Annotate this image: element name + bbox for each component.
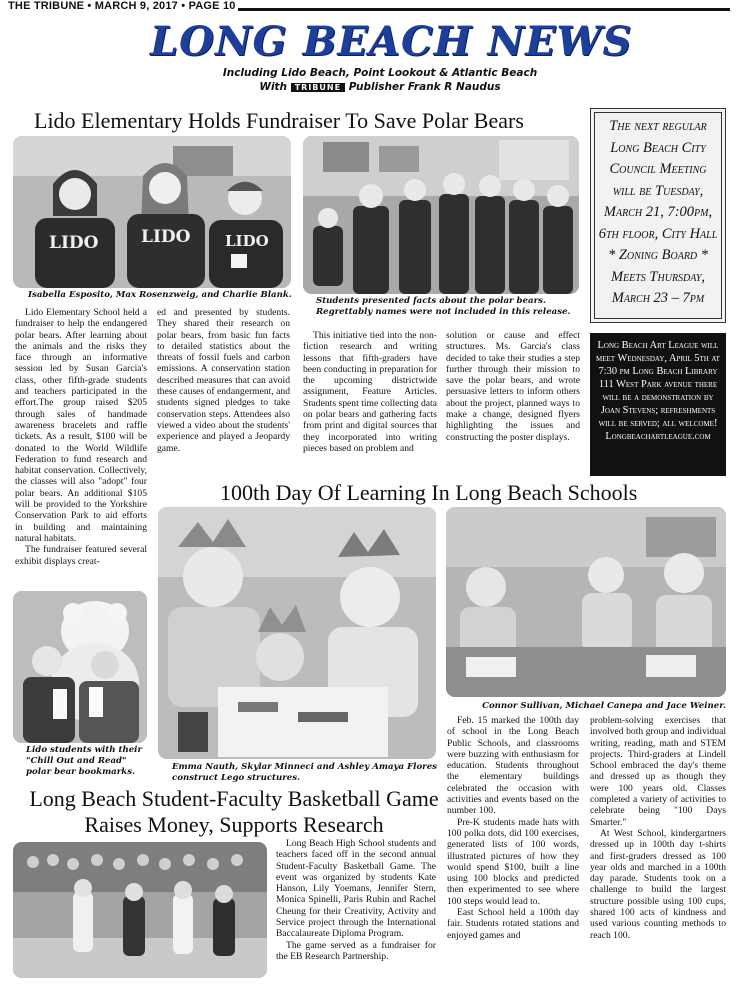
photo-three-students — [13, 136, 291, 288]
article1-column-4 — [446, 330, 580, 443]
photo-lego-structures — [158, 507, 436, 759]
article1-paragraph-1: Lido Elementary School held a fundraiser to help the endangered polar bears. After learning about the animals and the risks they face through an informative session led by Susan Garcia's class, other fifth-grade students and teachers participated in the effort.The group raised $205 through sales of handmade awareness bracelets and raffle tickets. As a result, $100 will be donated to the World Wildlife Federation to fund research and habitat conservation. Collectively, the classes will also "adopt" four polar bears. An additional $105 will be provided to the Yorkshire Conservation Park to aid efforts in building and maintaining natural habitats. — [15, 307, 147, 544]
council-line: 6th floor, City Hall — [598, 225, 718, 242]
council-line: March 21, 7:00pm, — [603, 204, 713, 220]
publisher-prefix: With — [259, 81, 288, 93]
article3-paragraph-2: The game served as a fundraiser for the EB Research Partnership. — [276, 939, 436, 962]
article2-column-2 — [590, 715, 726, 941]
art-league-notice: Long Beach Art League will meet Wednesday, April 5th at 7:30 pm Long Beach Library 111 West Park avenue there will be a demonstration by Joan Stevens; refreshments will be served; all welcome! Longbeachartleague.com — [590, 333, 726, 476]
top-rule — [238, 8, 730, 11]
publisher-name: Publisher Frank R Naudus — [348, 81, 501, 93]
photo-bookmarks — [13, 591, 147, 743]
photo-caption-lego: Emma Nauth, Skylar Minneci and Ashley Amaya Flores construct Lego structures. — [172, 762, 438, 783]
council-line: will be Tuesday, — [612, 182, 704, 199]
article3-body — [276, 838, 436, 962]
publisher-line — [210, 81, 550, 93]
folio-line: THE TRIBUNE • MARCH 9, 2017 • PAGE 10 — [8, 0, 236, 12]
article3-headline-line2: Raises Money, Supports Research — [84, 812, 384, 837]
council-line: Meets Thursday, — [610, 268, 706, 285]
masthead-title: LONG BEACH NEWS — [150, 18, 633, 65]
article1-headline: Lido Elementary Holds Fundraiser To Save Polar Bears — [34, 108, 524, 133]
article1-paragraph-5: solution or cause and effect structures. Ms. Garcia's class decided to take their studies a step further through their mission to save the polar bears, and wrote persuasive letters to inform others about the project, planned ways to make a change, designed flyers highlighting the issues and constructing the poster displays. — [446, 330, 580, 443]
article2-paragraph-2: Pre-K students made hats with 100 polka dots, did 100 exercises, generated lists of 100 words, illustrated pictures of how they would spend $100, built a line using 100 blocks and predicted then experimented to see where 100 steps would lead to. — [447, 816, 579, 907]
photo-classroom-boys — [446, 507, 726, 697]
article2-paragraph-5: At West School, kindergartners dressed up in 100th day t-shirts and first-graders dressed as 100 year olds and marched in a 100th day parade. Students took on a challenge to build the largest structure possible using 100 cups, shared 100 acts of kindness and used various counting methods to reach 100. — [590, 827, 726, 941]
article3-headline-line1: Long Beach Student-Faculty Basketball Game — [29, 786, 439, 811]
council-meeting-notice — [590, 108, 726, 323]
article1-paragraph-2: The fundraiser featured several exhibit displays creat- — [15, 544, 147, 567]
council-meeting-text — [594, 112, 722, 319]
article2-column-1 — [447, 715, 579, 941]
article2-paragraph-4: problem-solving exercises that involved both group and individual writing, reading, math and STEM projects. Third-graders at Lindell School embraced the day's theme and dressed up as though they were 100 years old. Classes completed a variety of activities to celebrate being "100 Days Smarter." — [590, 715, 726, 828]
article1-column-2 — [157, 307, 290, 454]
shirt-text-2: LIDO — [141, 227, 191, 247]
article1-paragraph-3: ed and presented by students. They shared their research on polar bears, from basic fun facts to detailed statistics about the threats of fossil fuels and carbon emissions. A conservation station described measures that can avoid these causes of endangerment, and students signed pledges to take conservation steps. Attendees also viewed a video about the students' experience and played a Jeopardy game. — [157, 307, 290, 454]
council-line: The next regular — [609, 118, 707, 134]
article2-paragraph-1: Feb. 15 marked the 100th day of school in the Long Beach Public Schools, and classrooms were buzzing with enthusiasm for education. Students throughout the elementary buildings celebrated the occasion with activities and events based on the number 100. — [447, 715, 579, 817]
article1-column-3 — [303, 330, 437, 454]
shirt-text-1: LIDO — [49, 233, 99, 253]
article3-paragraph-1: Long Beach High School students and teachers faced off in the second annual Student-Faculty Basketball Game. The event was organized by students Kate Hanson, Lily Yoemans, Jennifer Stern, Monica Spinelli, Paris Rubin and Rachel Cheung for their Creativity, Activity and Service project through the International Baccalaureate Diploma Program. — [276, 838, 436, 940]
photo-caption-bookmarks: Lido students with their "Chill Out and Read" polar bear bookmarks. — [26, 745, 142, 777]
council-line: Council Meeting — [609, 161, 707, 177]
shirt-text-3: LIDO — [225, 232, 269, 250]
photo-caption-three-students: Isabella Esposito, Max Rosenzweig, and Charlie Blank. — [28, 290, 292, 300]
council-line: * Zoning Board * — [607, 247, 709, 263]
article1-paragraph-4: This initiative tied into the non-fiction research and writing lessons that fifth-graders have been conducting in preparation for the upcoming districtwide assignment, Feature Articles. Students spent time collecting data on polar bears and gathering facts from print and digital sources that they incorporated into writing pieces based on problem and — [303, 330, 437, 454]
masthead-subtitle: Including Lido Beach, Point Lookout & Atlantic Beach — [222, 67, 538, 79]
photo-class-presentation — [303, 136, 579, 294]
photo-caption-classroom: Connor Sullivan, Michael Canepa and Jace Weiner. — [482, 701, 726, 711]
article2-headline: 100th Day Of Learning In Long Beach Schools — [220, 480, 638, 505]
tribune-logo: TRIBUNE — [291, 83, 345, 92]
article1-column-1 — [15, 307, 147, 567]
council-line: Long Beach City — [610, 139, 706, 156]
photo-caption-class: Students presented facts about the polar bears. Regrettably names were not included in this release. — [316, 296, 571, 317]
article2-paragraph-3: East School held a 100th day fair. Students rotated stations and enjoyed games and — [447, 907, 579, 941]
council-line: March 23 – 7pm — [611, 290, 705, 306]
photo-basketball-game — [13, 842, 267, 978]
